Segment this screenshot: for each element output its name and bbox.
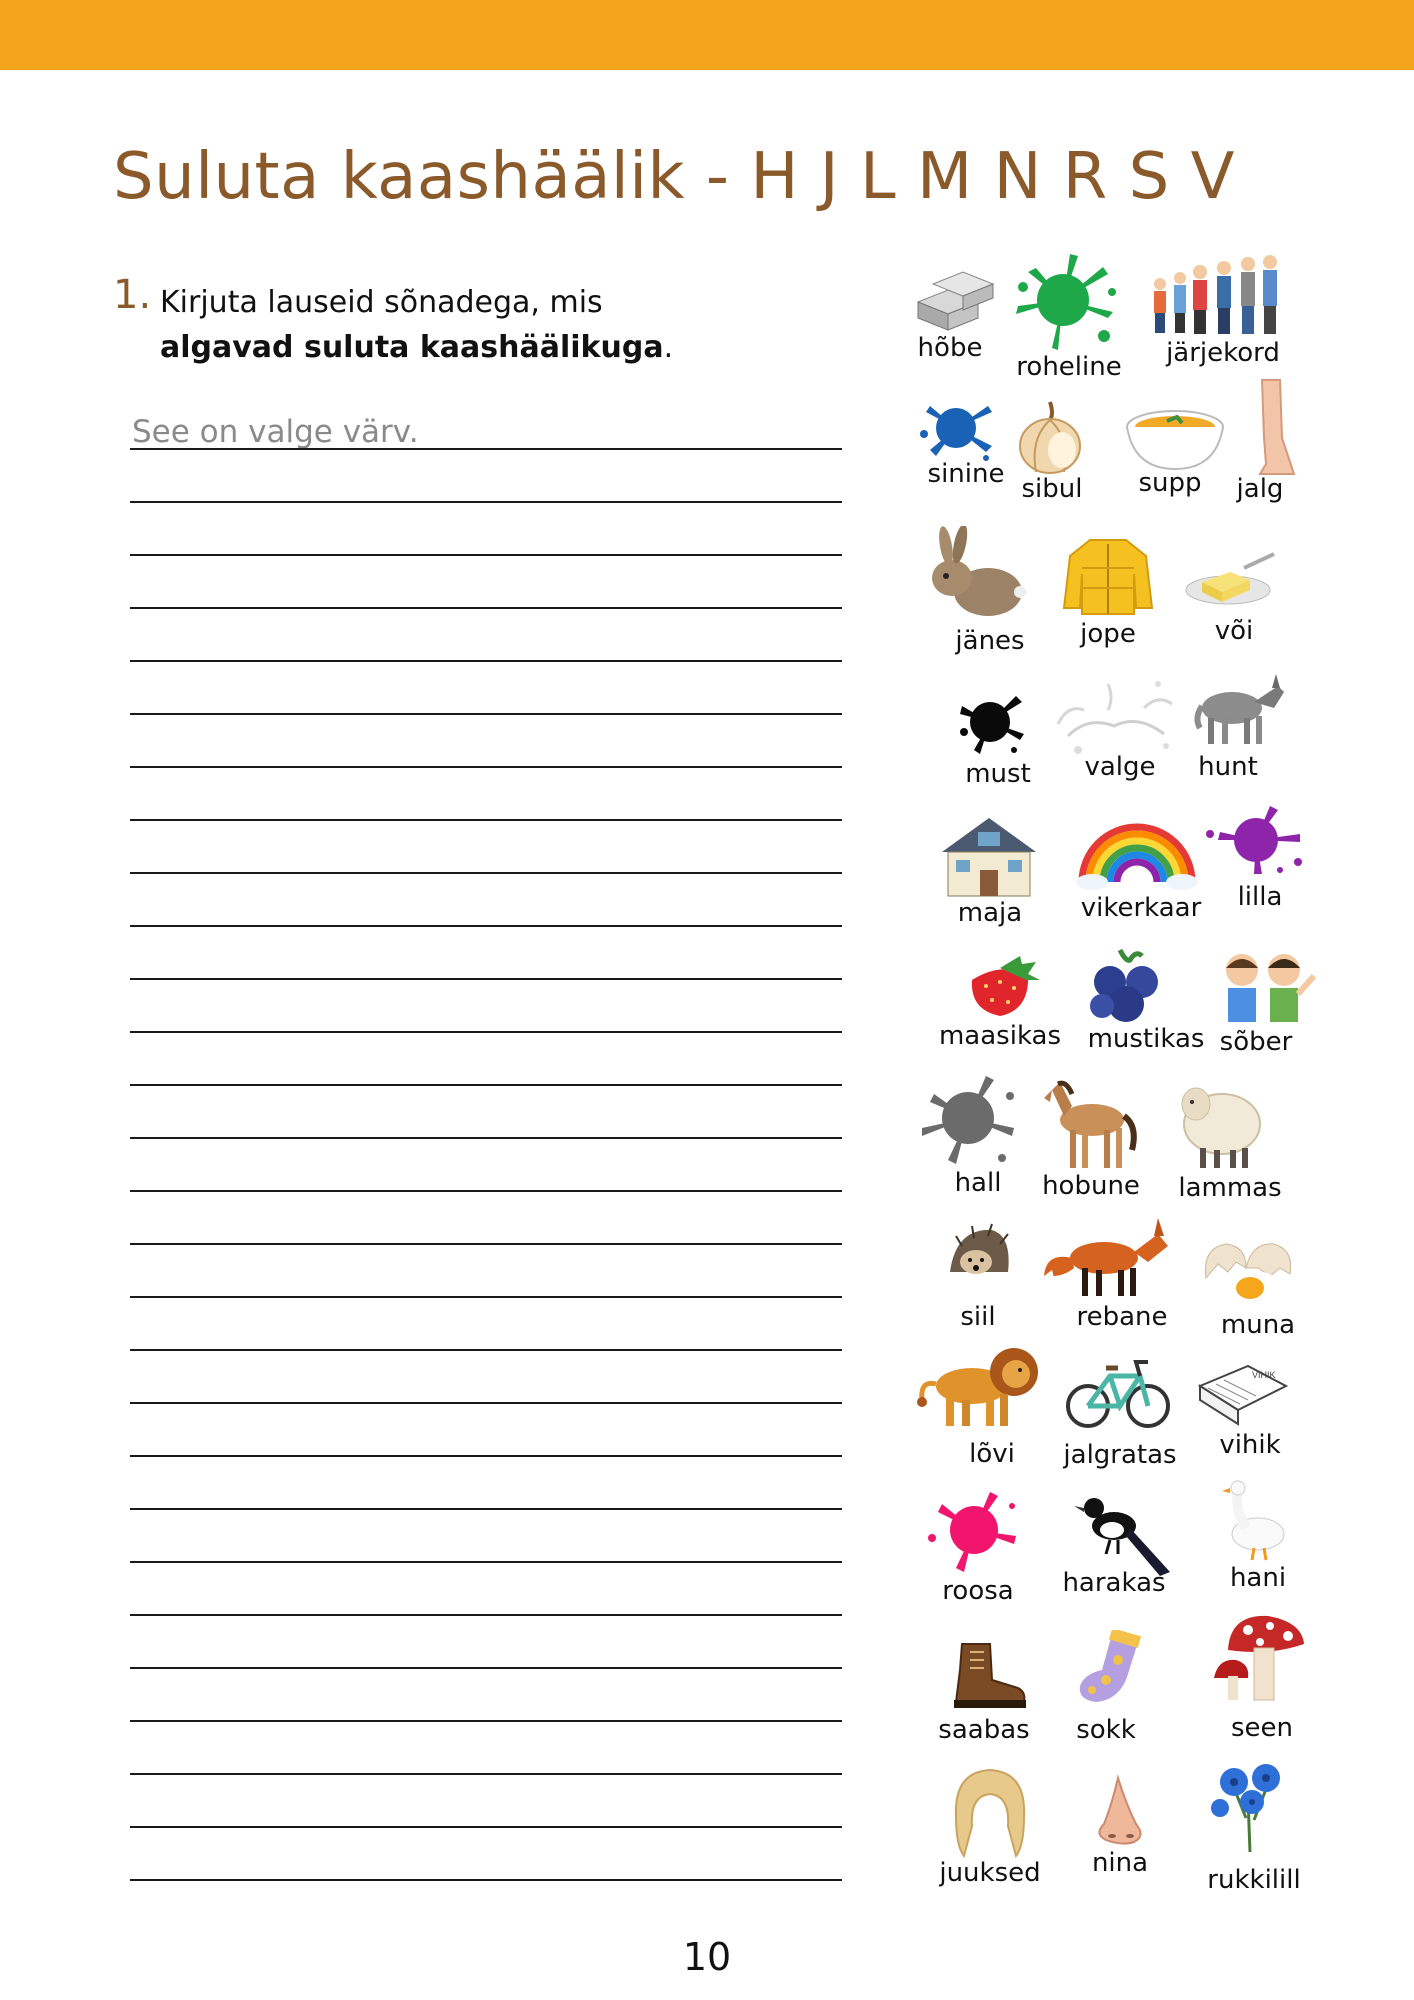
- rabbit-icon: [924, 526, 1028, 622]
- word-label: sibul: [1021, 474, 1083, 504]
- word-label: või: [1214, 616, 1254, 646]
- friends-icon: [1210, 950, 1320, 1024]
- writing-line[interactable]: [130, 448, 842, 450]
- writing-line[interactable]: [130, 872, 842, 874]
- black-splash-icon: [954, 686, 1028, 756]
- example-sentence: See on valge värv.: [132, 414, 419, 450]
- writing-line[interactable]: [130, 1084, 842, 1086]
- jacket-icon: [1062, 534, 1154, 616]
- writing-line[interactable]: [130, 501, 842, 503]
- svg-text:VIHIK: VIHIK: [1252, 1370, 1276, 1380]
- writing-line[interactable]: [130, 1349, 842, 1351]
- bicycle-icon: [1064, 1356, 1172, 1432]
- word-label: jänes: [955, 626, 1025, 656]
- blueberry-icon: [1086, 948, 1170, 1026]
- magpie-icon: [1074, 1492, 1172, 1578]
- word-label: rebane: [1076, 1302, 1168, 1332]
- purple-splash-icon: [1200, 800, 1310, 876]
- word-label: saabas: [938, 1715, 1030, 1745]
- word-label: nina: [1091, 1848, 1149, 1878]
- task-line-2-bold: algavad suluta kaashäälikuga: [160, 330, 664, 365]
- word-label: sinine: [927, 459, 1005, 489]
- word-label: lammas: [1178, 1173, 1282, 1203]
- pink-splash-icon: [924, 1488, 1022, 1576]
- word-label: valge: [1084, 752, 1156, 782]
- writing-line[interactable]: [130, 1561, 842, 1563]
- word-label: jalgratas: [1063, 1440, 1177, 1470]
- word-label: lilla: [1237, 882, 1283, 912]
- writing-line[interactable]: [130, 1508, 842, 1510]
- word-label: vikerkaar: [1080, 893, 1202, 923]
- nose-icon: [1092, 1774, 1148, 1848]
- word-label: muna: [1220, 1310, 1296, 1340]
- hair-icon: [950, 1766, 1030, 1860]
- horse-icon: [1038, 1076, 1142, 1172]
- white-splash-icon: [1048, 664, 1180, 760]
- word-label: maja: [957, 898, 1023, 928]
- onion-icon: [1010, 398, 1090, 476]
- word-label: hall: [954, 1168, 1002, 1198]
- writing-line[interactable]: [130, 660, 842, 662]
- word-label: lõvi: [969, 1439, 1015, 1469]
- word-label: seen: [1230, 1713, 1294, 1743]
- house-icon: [936, 812, 1042, 898]
- word-label: must: [965, 759, 1031, 789]
- word-label: jalg: [1236, 474, 1284, 504]
- leg-icon: [1240, 378, 1300, 478]
- word-label: supp: [1138, 468, 1202, 498]
- green-splash-icon: [1008, 252, 1118, 352]
- word-label: mustikas: [1087, 1024, 1205, 1054]
- soup-icon: [1122, 405, 1228, 473]
- writing-line[interactable]: [130, 1614, 842, 1616]
- word-label: hõbe: [917, 333, 983, 363]
- writing-line[interactable]: [130, 1402, 842, 1404]
- blue-splash-icon: [916, 392, 996, 462]
- word-label: siil: [960, 1302, 996, 1332]
- writing-line[interactable]: [130, 1031, 842, 1033]
- writing-line[interactable]: [130, 1720, 842, 1722]
- word-label: sokk: [1076, 1715, 1136, 1745]
- boot-icon: [948, 1640, 1028, 1712]
- egg-icon: [1196, 1238, 1296, 1310]
- word-label: roosa: [942, 1576, 1014, 1606]
- word-label: vihik: [1219, 1430, 1281, 1460]
- top-accent-bar: [0, 0, 1414, 70]
- word-label: jope: [1080, 619, 1136, 649]
- task-line-1: Kirjuta lauseid sõnadega, mis: [160, 285, 603, 320]
- writing-line[interactable]: [130, 1190, 842, 1192]
- writing-line[interactable]: [130, 1455, 842, 1457]
- sock-icon: [1072, 1630, 1152, 1710]
- writing-line[interactable]: [130, 554, 842, 556]
- word-label: juuksed: [939, 1858, 1041, 1888]
- writing-line[interactable]: [130, 1296, 842, 1298]
- word-label: harakas: [1062, 1568, 1166, 1598]
- writing-line[interactable]: [130, 978, 842, 980]
- task-number: 1.: [113, 272, 152, 318]
- writing-line[interactable]: [130, 1879, 842, 1881]
- writing-line[interactable]: [130, 766, 842, 768]
- word-label: sõber: [1219, 1027, 1293, 1057]
- word-label: hobune: [1042, 1171, 1140, 1201]
- task-instruction: [160, 280, 673, 370]
- word-label: hunt: [1198, 752, 1258, 782]
- cornflower-icon: [1206, 1758, 1290, 1854]
- notebook-icon: [1196, 1356, 1292, 1430]
- task-line-2: [160, 325, 673, 370]
- word-label: rukkilill: [1207, 1865, 1301, 1895]
- mushroom-icon: [1210, 1608, 1310, 1706]
- silver-bars-icon: [908, 262, 998, 337]
- page-title: Suluta kaashäälik - H J L M N R S V: [113, 140, 1235, 214]
- fox-icon: [1042, 1212, 1174, 1300]
- word-label: roheline: [1016, 352, 1122, 382]
- writing-line[interactable]: [130, 1773, 842, 1775]
- wolf-icon: [1194, 668, 1286, 748]
- writing-line[interactable]: [130, 1137, 842, 1139]
- gray-splash-icon: [916, 1072, 1020, 1168]
- writing-line[interactable]: [130, 1243, 842, 1245]
- word-label: hani: [1229, 1563, 1287, 1593]
- hedgehog-icon: [946, 1222, 1012, 1280]
- rainbow-icon: [1074, 818, 1200, 890]
- butter-icon: [1184, 546, 1276, 610]
- writing-line[interactable]: [130, 925, 842, 927]
- word-label: järjekord: [1166, 338, 1280, 368]
- writing-line[interactable]: [130, 1826, 842, 1828]
- lion-icon: [916, 1340, 1042, 1430]
- sheep-icon: [1174, 1078, 1266, 1170]
- strawberry-icon: [960, 950, 1048, 1020]
- writing-line[interactable]: [130, 1667, 842, 1669]
- writing-line[interactable]: [130, 607, 842, 609]
- writing-line[interactable]: [130, 713, 842, 715]
- page-number: 10: [682, 1935, 732, 1979]
- queue-people-icon: [1148, 250, 1284, 336]
- writing-line[interactable]: [130, 819, 842, 821]
- word-label: maasikas: [938, 1021, 1062, 1051]
- goose-icon: [1220, 1478, 1290, 1562]
- task-line-2-end: .: [663, 330, 674, 365]
